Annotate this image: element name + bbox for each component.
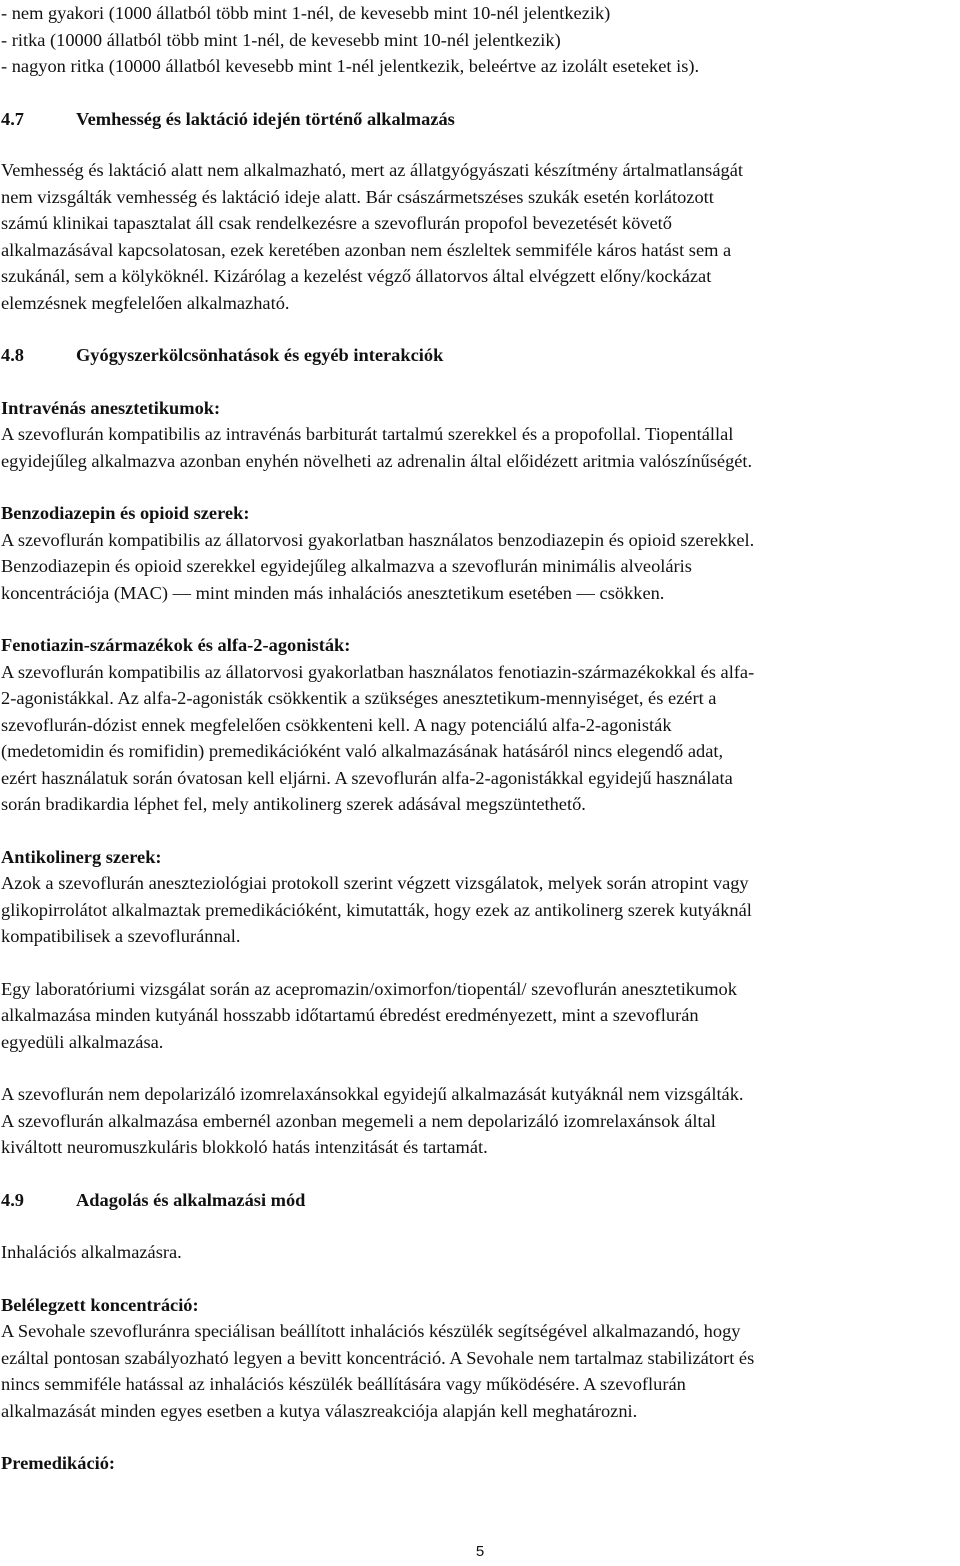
text-line: alkalmazása minden kutyánál hosszabb időtartamú ébredést eredményezett, mint a szevoflurán: [1, 1005, 699, 1025]
subheading: Intravénás anesztetikumok:: [1, 397, 221, 418]
section-number: 4.7: [1, 108, 24, 129]
text-line: glikopirrolátot alkalmaztak premedikációként, kimutatták, hogy ezek az antikolinerg szerek kutyáknál: [1, 899, 752, 920]
section-number: 4.8: [1, 345, 24, 365]
text-line: egyedüli alkalmazása.: [1, 1031, 164, 1052]
text-line: nem vizsgálták vemhesség és laktáció ideje alatt. Bár császármetszéses szukák esetén korlátozott: [1, 186, 714, 207]
text-line: A szevoflurán kompatibilis az állatorvosi gyakorlatban használatos benzodiazepin és opioid szerekkel.: [1, 529, 755, 550]
subheading: Benzodiazepin és opioid szerek:: [1, 503, 250, 523]
text-line: nincs semmiféle hatással az inhalációs készülék beállítására vagy működésére. A szevoflurán: [1, 1374, 686, 1394]
text-line: koncentrációja (MAC) — mint minden más inhalációs anesztetikum esetében — csökken.: [1, 582, 665, 603]
subheading: Antikolinerg szerek:: [1, 846, 162, 867]
page-number: 5: [475, 1543, 485, 1560]
text-line: alkalmazásával kapcsolatosan, ezek keretében azonban nem észleltek semmiféle káros hatást sem a: [1, 239, 732, 260]
text-line: szevoflurán-dózist ennek megfelelően csökkenteni kell. A nagy potenciálú alfa-2-agonisták: [1, 714, 672, 735]
text-line: kiváltott neuromuszkuláris blokkoló hatás intenzitását és tartamát.: [1, 1137, 488, 1157]
text-line: A szevoflurán kompatibilis az intravénás barbiturát tartalmú szerekkel és a propofollal. Tiopentállal: [1, 424, 734, 444]
section-heading-4-8: [1, 342, 960, 369]
text-line: Egy laboratóriumi vizsgálat során az acepromazin/oximorfon/tiopentál/ szevoflurán anesztetikumok: [1, 978, 737, 999]
section-heading-4-7: [1, 106, 960, 133]
paragraph: [1, 157, 960, 316]
text-line: ezáltal pontosan szabályozható legyen a bevitt koncentráció. A Sevohale nem tartalmaz stabilizátort és: [1, 1347, 755, 1368]
list-item: - ritka (10000 állatból több mint 1-nél, de kevesebb mint 10-nél jelentkezik): [1, 29, 561, 50]
text-line: Vemhesség és laktáció alatt nem alkalmazható, mert az állatgyógyászati készítmény ártalmatlanságát: [1, 160, 743, 180]
subheading: Fenotiazin-származékok és alfa-2-agonisták:: [1, 635, 351, 655]
text-line: Benzodiazepin és opioid szerekkel egyidejűleg alkalmazva a szevoflurán minimális alveoláris: [1, 556, 692, 576]
text-line: kompatibilisek a szevofluránnal.: [1, 926, 241, 946]
section-title: Vemhesség és laktáció idején történő alkalmazás: [76, 108, 455, 129]
text-line: A szevoflurán kompatibilis az állatorvosi gyakorlatban használatos fenotiazin-származékokkal és alfa-: [1, 661, 755, 682]
text-line: szukánál, sem a kölyköknél. Kizárólag a kezelést végző állatorvos által elvégzett előny/kockázat: [1, 266, 712, 286]
text-line: egyidejűleg alkalmazva azonban enyhén növelheti az adrenalin által előidézett aritmia valószínűségét.: [1, 450, 753, 471]
section-title: Adagolás és alkalmazási mód: [76, 1189, 306, 1210]
text-line: Inhalációs alkalmazásra.: [1, 1242, 182, 1262]
text-line: alkalmazását minden egyes esetben a kutya válaszreakciója alapján kell meghatározni.: [1, 1400, 638, 1421]
section-number: 4.9: [1, 1189, 24, 1210]
text-line: A szevoflurán nem depolarizáló izomrelaxánsokkal egyidejű alkalmazását kutyáknál nem vizsgálták.: [1, 1084, 744, 1104]
section-title: Gyógyszerkölcsönhatások és egyéb interakciók: [76, 345, 444, 365]
text-line: ezért használatuk során óvatosan kell eljárni. A szevoflurán alfa-2-agonistákkal egyidejű használata: [1, 767, 733, 788]
list-item: - nem gyakori (1000 állatból több mint 1-nél, de kevesebb mint 10-nél jelentkezik): [1, 3, 611, 23]
text-line: 2-agonistákkal. Az alfa-2-agonisták csökkentik a szükséges anesztetikum-mennyiséget, és ezért a: [1, 688, 717, 708]
section-heading-4-9: [1, 1187, 960, 1214]
subheading: Premedikáció:: [1, 1453, 116, 1473]
text-line: elemzésnek megfelelően alkalmazható.: [1, 292, 290, 313]
text-line: (medetomidin és romifidin) premedikációként való alkalmazásának hatásáról nincs elegendő adat,: [1, 741, 724, 761]
text-line: A Sevohale szevofluránra speciálisan beállított inhalációs készülék segítségével alkalmazandó, hogy: [1, 1321, 741, 1341]
text-line: során bradikardia léphet fel, mely antikolinerg szerek adásával megszüntethető.: [1, 794, 586, 814]
text-line: A szevoflurán alkalmazása embernél azonban megemeli a nem depolarizáló izomrelaxánsok által: [1, 1110, 716, 1131]
intro-list: [1, 0, 960, 80]
text-line: számú klinikai tapasztalat áll csak rendelkezésre a szevoflurán propofol bevezetését követő: [1, 213, 672, 233]
list-item: - nagyon ritka (10000 állatból kevesebb mint 1-nél jelentkezik, beleértve az izolált eseteket is).: [1, 56, 700, 76]
text-line: Azok a szevoflurán aneszteziológiai protokoll szerint végzett vizsgálatok, melyek során atropint vagy: [1, 873, 749, 893]
subheading: Belélegzett koncentráció:: [1, 1294, 199, 1315]
